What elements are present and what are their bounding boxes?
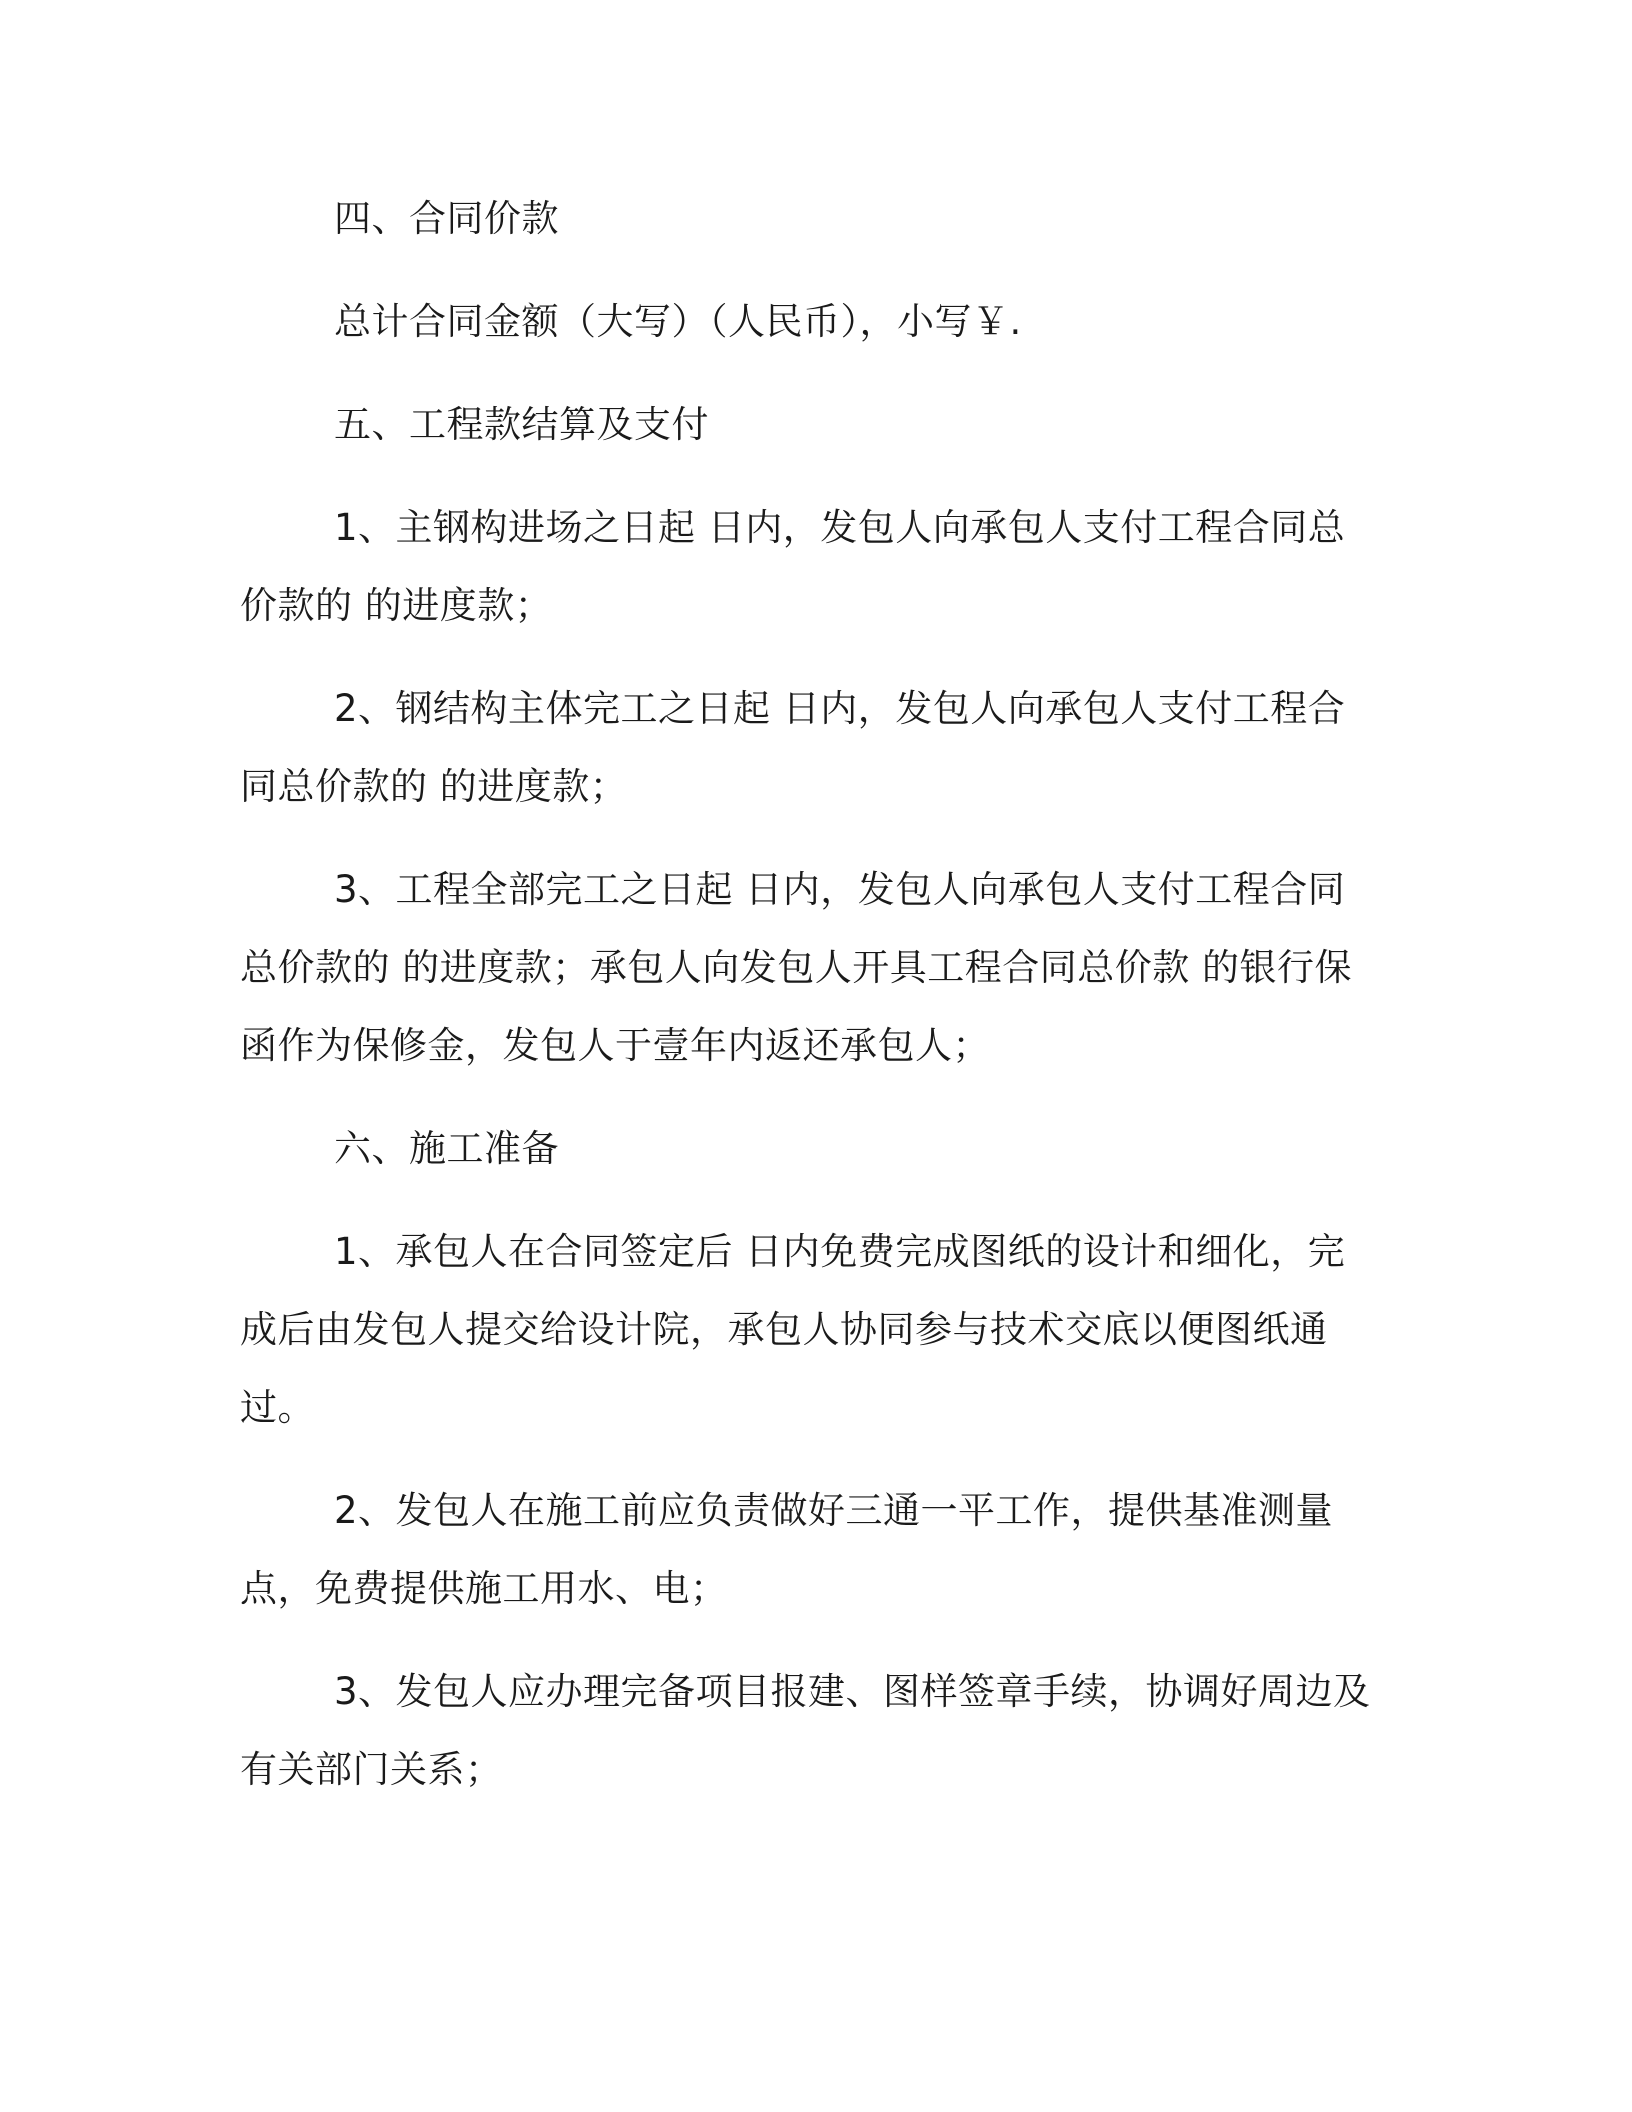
section-heading-settlement-payment: 五、工程款结算及支付	[334, 403, 709, 446]
payment-clause-2: 2、钢结构主体完工之日起 日内，发包人向承包人支付工程合同总价款的 的进度款；	[240, 687, 1346, 808]
preparation-clause-1: 1、承包人在合同签定后 日内免费完成图纸的设计和细化，完成后由发包人提交给设计院，承包人协同参与技术交底以便图纸通过。	[240, 1230, 1346, 1429]
section-heading-contract-price: 四、合同价款	[334, 197, 559, 240]
preparation-clause-3: 3、发包人应办理完备项目报建、图样签章手续，协调好周边及有关部门关系；	[240, 1670, 1371, 1791]
total-contract-amount: 总计合同金额（大写）（人民币），小写￥.	[334, 300, 1022, 343]
payment-clause-1: 1、主钢构进场之日起 日内，发包人向承包人支付工程合同总价款的 的进度款；	[240, 506, 1346, 627]
payment-clause-3: 3、工程全部完工之日起 日内，发包人向承包人支付工程合同总价款的 的进度款；承包人向发包人开具工程合同总价款 的银行保函作为保修金，发包人于壹年内返还承包人；	[240, 868, 1353, 1067]
section-heading-construction-preparation: 六、施工准备	[334, 1127, 559, 1170]
preparation-clause-2: 2、发包人在施工前应负责做好三通一平工作，提供基准测量点，免费提供施工用水、电；	[240, 1489, 1334, 1610]
document-body	[240, 180, 1380, 1834]
